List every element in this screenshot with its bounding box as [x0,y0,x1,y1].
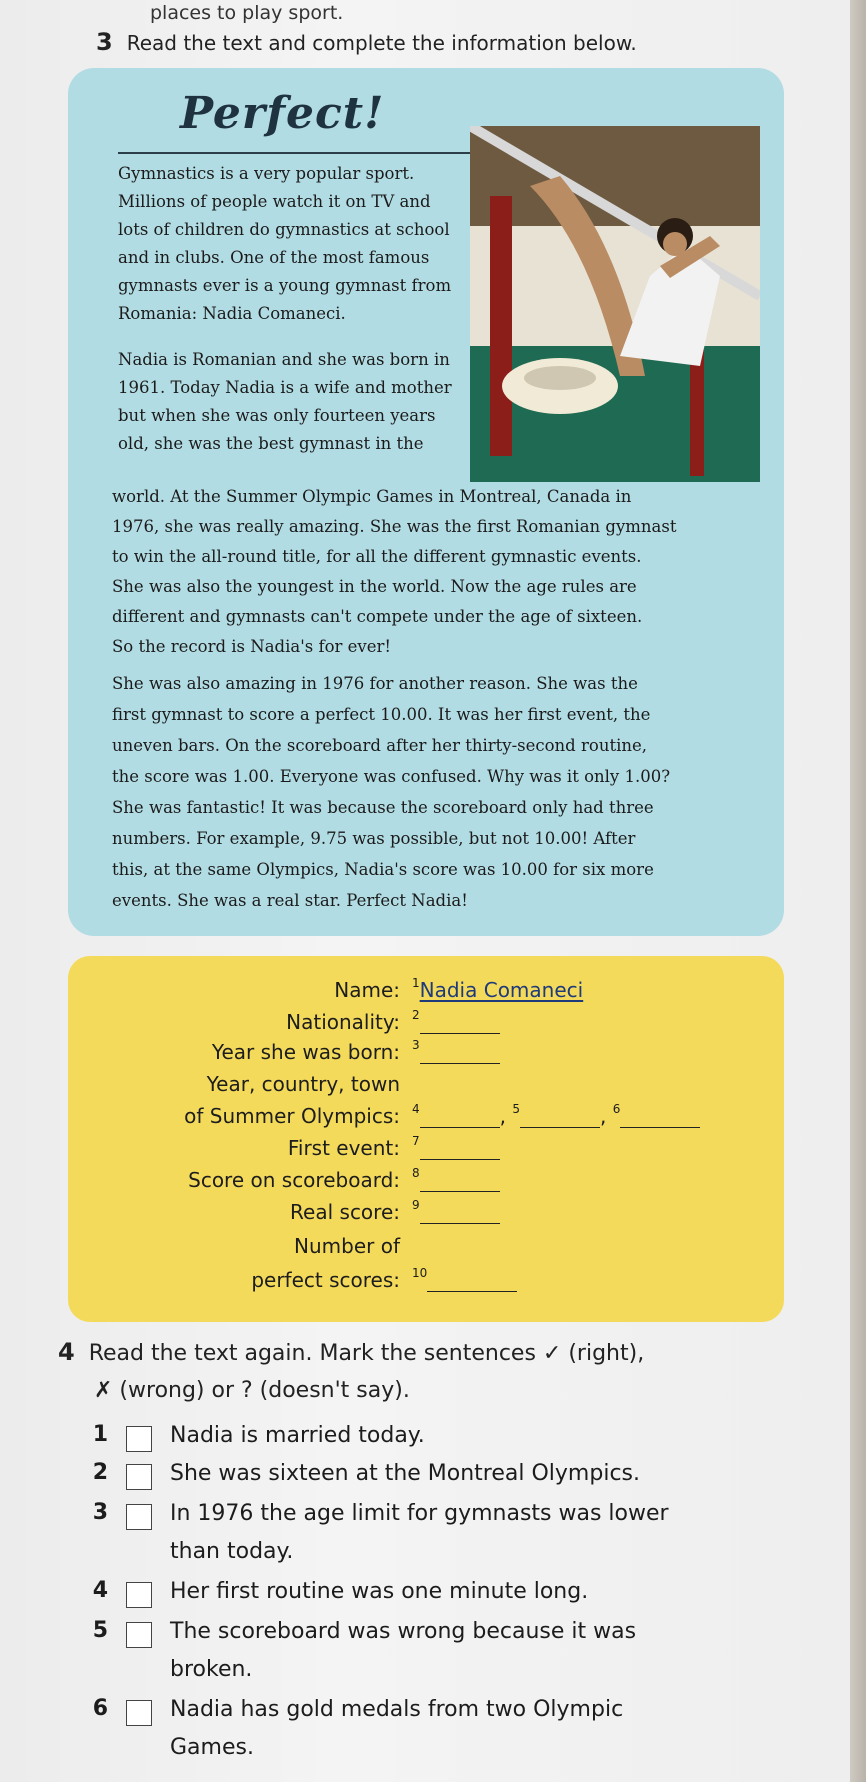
olympics-year-blank[interactable] [420,1105,500,1128]
answer-checkbox[interactable] [126,1582,152,1608]
title-divider [118,152,470,154]
gymnast-illustration [470,126,760,482]
exercise-4-number: 4 [58,1338,75,1366]
form-row-nationality [80,1010,740,1044]
answer-checkbox[interactable] [126,1464,152,1490]
scoreboard-label: Score on scoreboard: [188,1168,400,1192]
first-event-label: First event: [287,1136,400,1160]
question-text: The scoreboard was wrong because it was broken. [170,1619,637,1682]
para-line: Millions of people watch it on TV and [118,192,431,211]
exercise-4-instruction-line1: Read the text again. Mark the sentences ✓ (right), [88,1341,645,1366]
form-row-perfect [80,1268,740,1302]
question-number: 3 [92,1500,108,1525]
para-line: events. She was a real star. Perfect Nadia! [112,891,468,910]
para-line: uneven bars. On the scoreboard after her thirty-second routine, [112,736,647,755]
question-number: 1 [92,1422,108,1447]
nationality-blank[interactable] [420,1011,500,1034]
para-line: 1961. Today Nadia is a wife and mother [118,378,452,397]
gap-number: 8 [412,1166,420,1180]
perfect-label-line1: Number of [294,1234,400,1258]
question-text: In 1976 the age limit for gymnasts was lower than today. [170,1501,669,1564]
question-number: 4 [92,1578,108,1603]
gap-number: 7 [412,1134,420,1148]
para-line: the score was 1.00. Everyone was confused. Why was it only 1.00? [112,767,671,786]
answer-checkbox[interactable] [126,1504,152,1530]
olympics-label-line2: of Summer Olympics: [184,1104,400,1128]
form-row-born [80,1040,740,1074]
born-label: Year she was born: [211,1040,400,1064]
born-blank[interactable] [420,1041,500,1064]
para-line: first gymnast to score a perfect 10.00. It was her first event, the [112,705,651,724]
form-row-real-score [80,1200,740,1234]
nationality-label: Nationality: [286,1010,400,1034]
name-answer: Nadia Comaneci [419,978,584,1002]
para-line: different and gymnasts can't compete under the age of sixteen. [112,607,643,626]
question-number: 6 [92,1696,108,1721]
para-line: lots of children do gymnastics at school [118,220,450,239]
real-score-blank[interactable] [420,1201,500,1224]
form-row-name [80,978,740,1012]
name-label: Name: [334,978,400,1002]
answer-checkbox[interactable] [126,1426,152,1452]
page-edge [850,0,866,1782]
exercise-3-heading [96,28,637,56]
gap-number: 3 [412,1038,420,1052]
para-line: but when she was only fourteen years [118,406,436,425]
gap-number: 2 [412,1008,420,1022]
exercise-4-instruction-line2: ✗ (wrong) or ? (doesn't say). [94,1378,410,1403]
gap-number: 6 [612,1102,621,1116]
exercise-3-instruction: Read the text and complete the information below. [126,31,637,55]
gap-number: 1 [412,976,420,990]
form-row-perfect-label [80,1234,740,1268]
form-row-olympics: of Summer Olympics: $^4$ , $^5$ , $^6$ [80,1104,740,1138]
para-line: So the record is Nadia's for ever! [112,637,392,656]
perfect-label-line2: perfect scores: [251,1268,400,1292]
para-line: gymnasts ever is a young gymnast from [118,276,452,295]
para-line: Nadia is Romanian and she was born in [118,350,450,369]
para-line: She was also the youngest in the world. Now the age rules are [112,577,637,596]
para-line: Romania: Nadia Comaneci. [118,304,346,323]
answer-checkbox[interactable] [126,1622,152,1648]
perfect-scores-blank[interactable] [427,1269,517,1292]
exercise-4-heading [58,1338,644,1366]
form-row-olympics-label [80,1072,740,1106]
para-line: She was fantastic! It was because the scoreboard only had three [112,798,654,817]
form-row-scoreboard [80,1168,740,1202]
gymnast-photo [470,126,760,482]
para-line: numbers. For example, 9.75 was possible, but not 10.00! After [112,829,636,848]
gap-number: 5 [512,1102,520,1116]
gap-number: 4 [412,1102,420,1116]
paragraph-2-narrow [118,346,458,458]
para-line: to win the all-round title, for all the different gymnastic events. [112,547,642,566]
para-line: 1976, she was really amazing. She was the first Romanian gymnast [112,517,677,536]
para-line: old, she was the best gymnast in the [118,434,424,453]
exercise-3-number: 3 [96,28,113,56]
para-line: and in clubs. One of the most famous [118,248,430,267]
para-line: world. At the Summer Olympic Games in Montreal, Canada in [112,487,632,506]
question-number: 2 [92,1460,108,1485]
answer-checkbox[interactable] [126,1700,152,1726]
paragraph-3 [112,668,752,916]
real-score-label: Real score: [290,1200,400,1224]
scoreboard-blank[interactable] [420,1169,500,1192]
question-number: 5 [92,1618,108,1643]
gap-number: 9 [412,1198,420,1212]
article-title: Perfect! [180,88,385,139]
question-text: Nadia has gold medals from two Olympic Games. [170,1697,624,1760]
question-text: Nadia is married today. [170,1423,425,1448]
para-line: Gymnastics is a very popular sport. [118,164,415,183]
para-line: She was also amazing in 1976 for another reason. She was the [112,674,638,693]
previous-text-fragment: places to play sport. [150,2,344,24]
question-text: Her first routine was one minute long. [170,1579,589,1604]
form-row-first-event [80,1136,740,1170]
olympics-town-blank[interactable] [620,1105,700,1128]
olympics-country-blank[interactable] [520,1105,600,1128]
para-line: this, at the same Olympics, Nadia's score was 10.00 for six more [112,860,654,879]
paragraph-1 [118,160,458,328]
gap-number: 10 [412,1266,428,1280]
paragraph-2-wide [112,482,732,662]
question-text: She was sixteen at the Montreal Olympics. [170,1461,640,1486]
olympics-label-line1: Year, country, town [206,1072,400,1096]
first-event-blank[interactable] [420,1137,500,1160]
